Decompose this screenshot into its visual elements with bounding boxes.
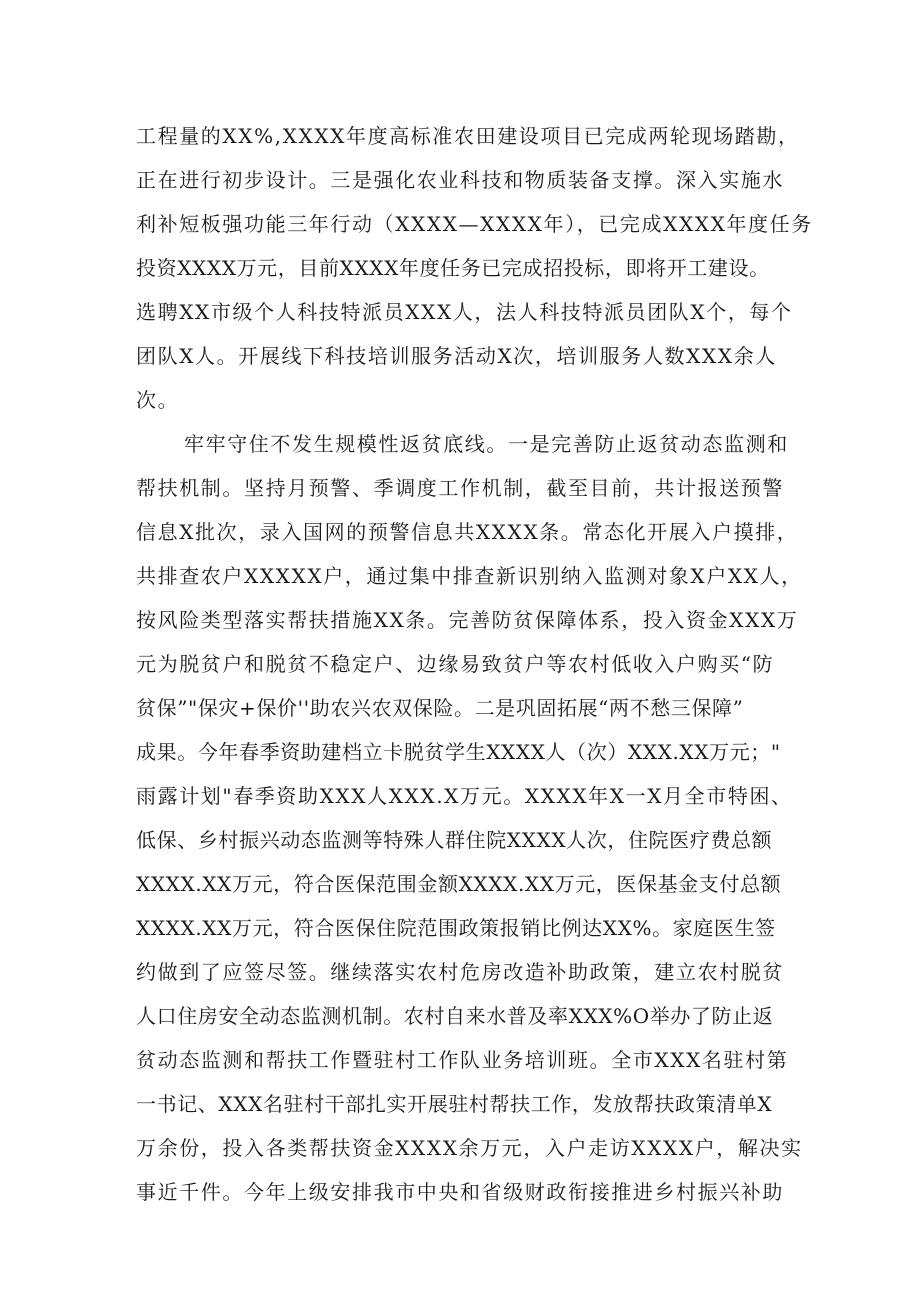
text-line: 次。	[136, 388, 180, 412]
text-line: 人口住房安全动态监测机制。农村自来水普及率XXX%O举办了防止返	[136, 1004, 774, 1028]
text-line: 选聘XX市级个人科技特派员XXX人，法人科技特派员团队X个，每个	[136, 300, 793, 324]
text-line: XXXX.XX万元，符合医保范围金额XXXX.XX万元，医保基金支付总额	[136, 872, 782, 896]
text-line: 雨露计划"春季资助XXX人XXX.X万元。XXXX年X一X月全市特困、	[136, 784, 793, 808]
text-line: 贫保”"保灾+保价''助农兴农双保险。二是巩固拓展“两不愁三保障”	[136, 696, 744, 720]
text-line: 投资XXXX万元，目前XXXX年度任务已完成招投标，即将开工建设。	[136, 256, 770, 280]
text-line: 工程量的XX%,XXXX年度高标准农田建设项目已完成两轮现场踏勘，	[136, 124, 800, 148]
text-line: 成果。今年春季资助建档立卡脱贫学生XXXX人（次）XXX.XX万元；"	[136, 740, 781, 764]
text-line: 低保、乡村振兴动态监测等特殊人群住院XXXX人次，住院医疗费总额	[136, 828, 773, 852]
text-line: 牢牢守住不发生规模性返贫底线。一是完善防止返贫动态监测和	[184, 432, 789, 456]
text-line: XXXX.XX万元，符合医保住院范围政策报销比例达XX%。家庭医生签	[136, 916, 776, 940]
text-line: 正在进行初步设计。三是强化农业科技和物质装备支撑。深入实施水	[136, 168, 784, 192]
text-line: 元为脱贫户和脱贫不稳定户、边缘易致贫户等农村低收入户购买“防	[136, 652, 775, 676]
text-line: 事近千件。今年上级安排我市中央和省级财政衔接推进乡村振兴补助	[136, 1180, 784, 1204]
text-line: 贫动态监测和帮扶工作暨驻村工作队业务培训班。全市XXX名驻村第	[136, 1048, 789, 1072]
text-line: 帮扶机制。坚持月预警、季调度工作机制，截至目前，共计报送预警	[136, 476, 784, 500]
text-line: 万余份，投入各类帮扶资金XXXX余万元，入户走访XXXX户，解决实	[136, 1136, 803, 1160]
text-line: 团队X人。开展线下科技培训服务活动X次，培训服务人数XXX余人	[136, 344, 777, 368]
text-line: 按风险类型落实帮扶措施XX条。完善防贫保障体系，投入资金XXX万	[136, 608, 799, 632]
text-line: 利补短板强功能三年行动（XXXX—XXXX年），已完成XXXX年度任务	[136, 212, 813, 236]
text-line: 共排查农户XXXXX户，通过集中排查新识别纳入监测对象X户XX人，	[136, 564, 803, 588]
text-line: 信息X批次，录入国网的预警信息共XXXX条。常态化开展入户摸排，	[136, 520, 799, 544]
text-line: 一书记、XXX名驻村干部扎实开展驻村帮扶工作，发放帮扶政策清单X	[136, 1092, 773, 1116]
text-line: 约做到了应签尽签。继续落实农村危房改造补助政策，建立农村脱贫	[136, 960, 784, 984]
